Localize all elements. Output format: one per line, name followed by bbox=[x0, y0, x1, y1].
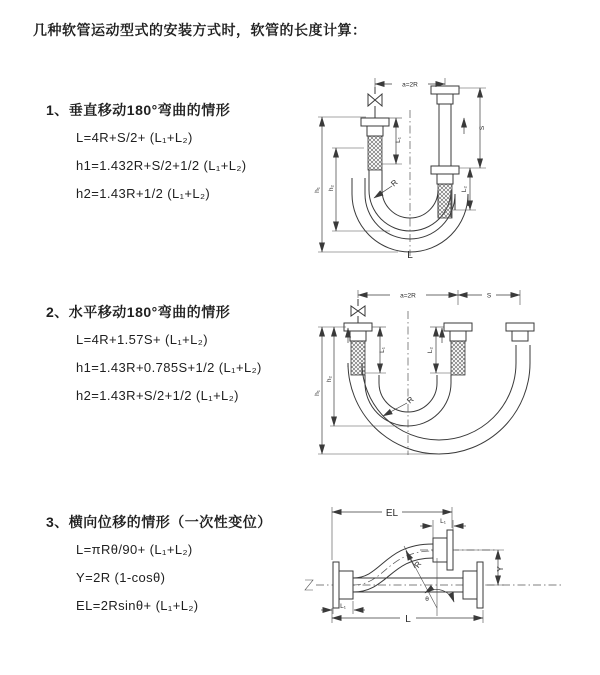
section-horizontal-movement bbox=[46, 302, 321, 410]
section-heading: 3、横向位移的情形（一次性变位） bbox=[46, 514, 272, 530]
hose-curves bbox=[348, 345, 530, 454]
formula-line: h1=1.432R+S/2+1/2 (L₁+L₂) bbox=[76, 158, 247, 173]
dim-label-theta: θ bbox=[425, 596, 429, 603]
dim-label-a2r: a=2R bbox=[402, 81, 418, 89]
section-heading: 1、垂直移动180°弯曲的情形 bbox=[46, 102, 231, 118]
diagram-lateral-displacement bbox=[300, 498, 600, 633]
formula-line: Y=2R (1-cosθ) bbox=[76, 570, 166, 585]
formula-line: h1=1.43R+0.785S+1/2 (L₁+L₂) bbox=[76, 360, 262, 375]
dim-label-l: L bbox=[405, 614, 411, 625]
dim-label-r: R bbox=[389, 177, 400, 189]
section-heading: 2、水平移动180°弯曲的情形 bbox=[46, 304, 231, 320]
dimension-l1-top bbox=[420, 518, 466, 538]
dim-label-h1: h₁ bbox=[314, 187, 321, 193]
dim-label-l1-top: L₁ bbox=[440, 518, 446, 525]
displaced-hose bbox=[353, 530, 453, 592]
dim-label-s: S bbox=[479, 125, 486, 131]
dim-label-h2: h₂ bbox=[328, 184, 335, 192]
dim-label-l: L bbox=[407, 250, 413, 260]
right-fitting bbox=[506, 323, 534, 341]
dim-label-l2: L₂ bbox=[427, 346, 434, 354]
dimension-h2 bbox=[326, 327, 408, 426]
dimension-l1-left bbox=[321, 601, 365, 614]
dimension-l2 bbox=[427, 327, 451, 373]
valve-icon bbox=[351, 299, 365, 323]
dim-label-el: EL bbox=[385, 508, 399, 519]
dimension-s bbox=[459, 88, 486, 168]
pipe-break-icon bbox=[305, 580, 313, 590]
dimension-h1 bbox=[314, 327, 439, 454]
section-lateral-displacement bbox=[46, 512, 321, 620]
formula-line: h2=1.43R+S/2+1/2 (L₁+L₂) bbox=[76, 388, 239, 403]
right-fitting bbox=[431, 86, 464, 218]
left-fitting bbox=[361, 118, 389, 170]
left-fitting bbox=[333, 562, 353, 608]
section-vertical-movement bbox=[46, 100, 321, 208]
dim-label-l2: L₂ bbox=[461, 185, 468, 193]
dim-label-h1: h₁ bbox=[314, 390, 321, 396]
valve-icon bbox=[368, 87, 382, 118]
dim-label-r: R bbox=[405, 394, 416, 406]
dim-label-l1: L₁ bbox=[379, 347, 386, 353]
dim-label-y: Y bbox=[496, 566, 505, 572]
dim-label-l1-left: L₁ bbox=[340, 603, 346, 610]
dim-label-a2r: a=2R bbox=[400, 292, 416, 300]
radius-label bbox=[383, 395, 416, 416]
dim-label-l1: L₁ bbox=[395, 137, 402, 143]
formula-line: h2=1.43R+1/2 (L₁+L₂) bbox=[76, 186, 211, 201]
radius-label bbox=[374, 178, 400, 198]
formula-line: L=4R+S/2+ (L₁+L₂) bbox=[76, 130, 193, 145]
dim-label-r: R bbox=[412, 559, 424, 570]
dim-label-s: S bbox=[486, 292, 492, 300]
formula-line: L=πRθ/90+ (L₁+L₂) bbox=[76, 542, 193, 557]
formula-line: EL=2Rsinθ+ (L₁+L₂) bbox=[76, 598, 199, 613]
page-title: 几种软管运动型式的安装方式时，软管的长度计算： bbox=[33, 22, 367, 38]
diagram-horizontal-180-bend bbox=[312, 283, 562, 458]
dimension-l1 bbox=[365, 327, 386, 373]
middle-fitting bbox=[442, 323, 472, 375]
formula-line: L=4R+1.57S+ (L₁+L₂) bbox=[76, 332, 208, 347]
dimension-l bbox=[332, 608, 483, 625]
dimension-s bbox=[458, 293, 520, 300]
diagram-vertical-180-bend bbox=[308, 70, 533, 260]
dim-label-h2: h₂ bbox=[326, 375, 333, 383]
dimension-a2r bbox=[358, 290, 520, 305]
